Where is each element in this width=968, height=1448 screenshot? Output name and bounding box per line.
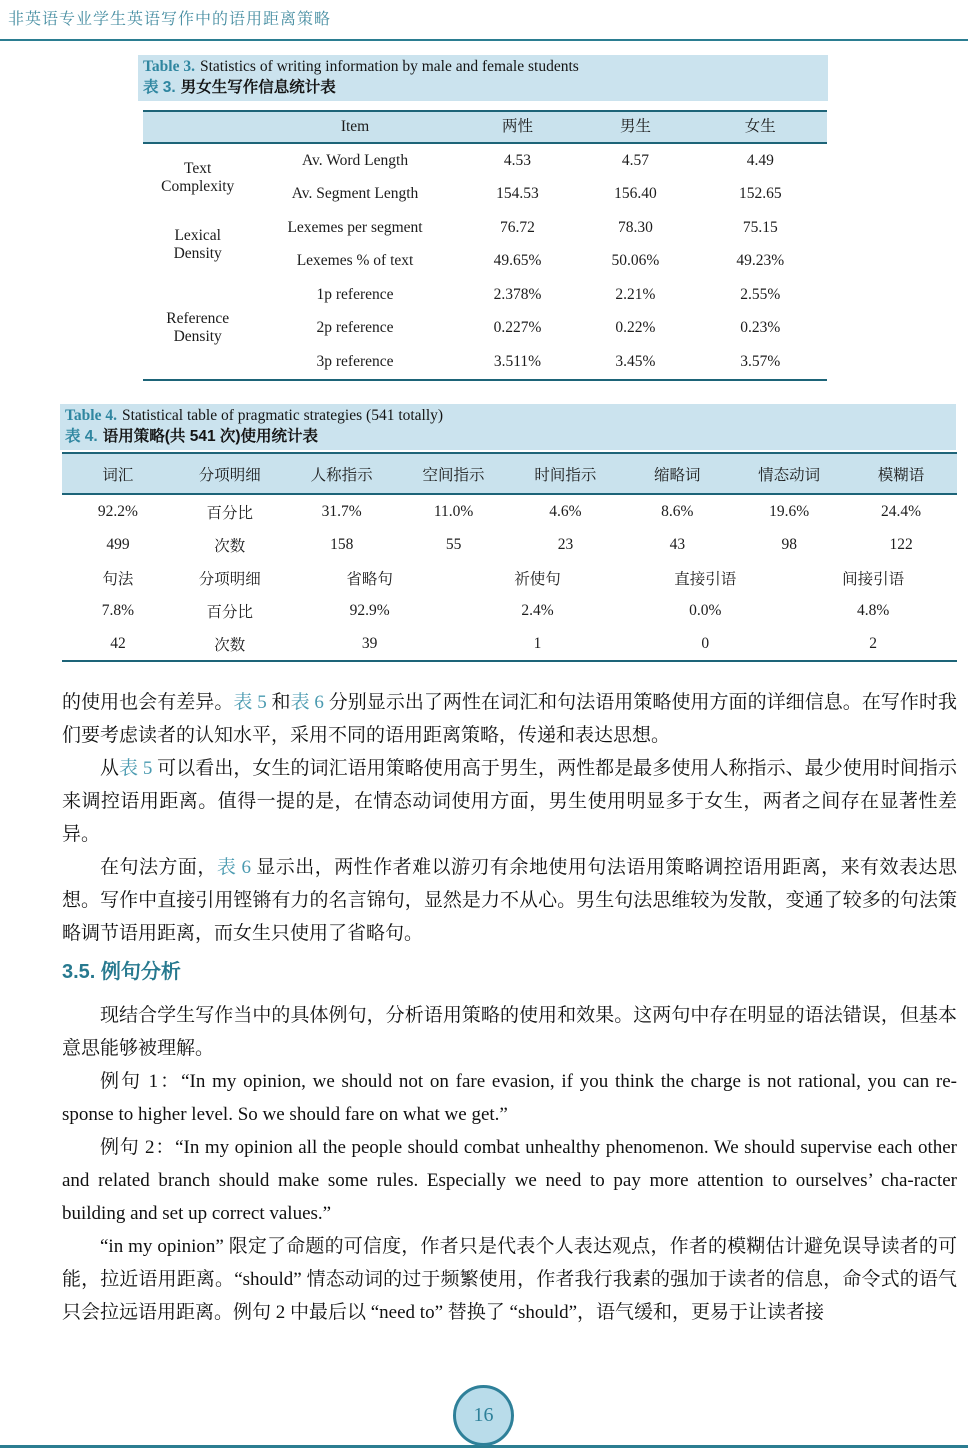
- table4-cell: 2: [869, 634, 877, 652]
- table4-row: [62, 495, 957, 528]
- table4-cell: 2.4%: [521, 601, 554, 619]
- table-reference-link[interactable]: 表 5: [233, 692, 267, 713]
- paragraph: [62, 851, 957, 950]
- table4-caption-label-zh: 表 4.: [65, 428, 98, 445]
- table3-value-cell: 0.23%: [740, 319, 781, 337]
- table3-header-cell: Item: [340, 118, 370, 135]
- table4-cell: 4.6%: [549, 502, 582, 520]
- table3-caption-label-en: Table 3.: [143, 58, 195, 75]
- table3-value-cell: 49.65%: [493, 252, 542, 270]
- table4-cell: 直接引语: [674, 570, 737, 588]
- table3-item-cell: 3p reference: [316, 352, 394, 370]
- table4-row: [62, 594, 957, 627]
- text-segment: 和: [266, 692, 291, 713]
- table4-cell: 92.9%: [349, 601, 390, 619]
- table4-header-cell: 缩略词: [654, 466, 701, 484]
- table4-cell: 24.4%: [881, 502, 922, 520]
- table3-caption-zh: [143, 78, 824, 98]
- table3-header-row: [143, 110, 827, 144]
- text-segment: “in my opinion” 限定了命题的可信度，作者只是代表个人表达观点，作者的模糊估计避免误导读者的可能，拉近语用距离。“should” 情态动词的过于频繁使用，作者我行我素的强加于读者的信息，命令式的语气只会拉远语用距离。例句 2 中最后以 “need to” 替换了 “should”，语气缓和，更易于让读者接: [62, 1236, 957, 1323]
- table4-caption-en: [65, 406, 952, 426]
- table3-caption-text-en: Statistics of writing information by male and female students: [199, 58, 579, 75]
- table3-item-cell: Lexemes per segment: [287, 218, 423, 236]
- table3-body: [143, 144, 827, 381]
- table4-header-cell: 模糊语: [877, 466, 925, 484]
- table3-value-cell: 75.15: [742, 218, 778, 236]
- text-segment: 从: [100, 758, 120, 779]
- table4-caption-text-zh: 语用策略(共 541 次)使用统计表: [102, 428, 319, 445]
- table4-cell: 百分比: [206, 603, 254, 621]
- text-segment: 在句法方面，: [100, 857, 217, 878]
- table3-header-cell: 两性: [501, 118, 533, 135]
- table3-item-cell: Av. Segment Length: [291, 185, 419, 203]
- table3-value-cell: 3.511%: [493, 352, 542, 370]
- text-segment: 现结合学生写作当中的具体例句，分析语用策略的使用和效果。这两句中存在明显的语法错误，但基本意思能够被理解。: [62, 1005, 957, 1059]
- table3-item-cell: Lexemes % of text: [296, 252, 414, 270]
- table-reference-link[interactable]: 表 5: [119, 758, 153, 779]
- table4-caption-label-en: Table 4.: [65, 407, 117, 424]
- text-segment: 显示出，两性作者难以游刃有余地使用句法语用策略调控语用距离，来有效表达思想。写作中直接引用铿锵有力的名言锦句，显然是力不从心。男生句法思维较为发散，变通了较多的句法策略调节语用距离，而女生只使用了省略句。: [62, 857, 957, 944]
- table4-cell: 8.6%: [661, 502, 694, 520]
- table4-row: [62, 528, 957, 561]
- table3-group-label: Reference Density: [166, 310, 230, 346]
- table3-header-cell: [143, 112, 252, 142]
- table4-cell: 0.0%: [689, 601, 722, 619]
- table3-value-cell: 49.23%: [736, 252, 785, 270]
- table3-value-cell: 3.57%: [740, 352, 781, 370]
- table4-header-cell: 人称指示: [310, 466, 373, 484]
- text-segment: 例句 1：“In my opinion, we should not on fare evasion, if you think the charge is not rational, you can re-sponse to higher level. So we should fare on what we get.”: [62, 1071, 957, 1125]
- table4-cell: 句法: [102, 570, 134, 588]
- table4-cell: 98: [781, 535, 797, 553]
- page-number: 16: [473, 1404, 494, 1426]
- running-head: 非英语专业学生英语写作中的语用距离策略: [8, 11, 332, 28]
- table4-cell: 31.7%: [321, 502, 362, 520]
- table-reference-link[interactable]: 表 6: [290, 692, 324, 713]
- paragraphs-before: [62, 686, 957, 950]
- text-segment: 可以看出，女生的词汇语用策略使用高于男生，两性都是最多使用人称指示、最少使用时间指示来调控语用距离。值得一提的是，在情态动词使用方面，男生使用明显多于女生，两者之间存在显著性差异。: [62, 758, 957, 845]
- table3-caption-label-zh: 表 3.: [143, 79, 176, 96]
- table4: [62, 452, 957, 662]
- table3-group-label: Text Complexity: [161, 159, 235, 195]
- table4-cell: 次数: [214, 636, 246, 654]
- table4-cell: 次数: [214, 537, 246, 555]
- table4-cell: 1: [533, 634, 542, 652]
- table3-value-cell: 78.30: [618, 218, 653, 236]
- table4-cell: 11.0%: [433, 502, 474, 520]
- table3-value-cell: 4.49: [746, 151, 774, 169]
- table4-header-cell: 分项明细: [198, 466, 261, 484]
- table3-value-cell: 4.57: [621, 151, 649, 169]
- table4-caption: [60, 404, 956, 450]
- table3-caption-en: [143, 57, 824, 77]
- table4-header-cell: 时间指示: [534, 466, 597, 484]
- table4-cell: 间接引语: [842, 570, 905, 588]
- table3-value-cell: 4.53: [503, 151, 532, 169]
- table3-item-cell: 1p reference: [316, 285, 394, 303]
- table3-caption: [138, 55, 828, 101]
- table4-caption-zh: [65, 427, 952, 447]
- table3-value-cell: 50.06%: [611, 252, 660, 270]
- table3-header-cell: 男生: [619, 118, 651, 135]
- table4-cell: 499: [106, 535, 130, 553]
- table4-cell: 55: [445, 535, 462, 553]
- table3-value-cell: 154.53: [496, 185, 539, 203]
- table4-cell: 19.6%: [769, 502, 810, 520]
- table4-row: [62, 561, 957, 594]
- table3-value-cell: 152.65: [738, 185, 782, 203]
- table3-item-cell: 2p reference: [316, 319, 394, 337]
- header-rule: [0, 39, 968, 41]
- text-segment: 分别显示出了两性在词汇和句法语用策略使用方面的详细信息。在写作时我们要考虑读者的认知水平，采用不同的语用距离策略，传递和表达思想。: [62, 692, 957, 746]
- table4-header-cell: 空间指示: [422, 466, 485, 484]
- section-heading: 3.5. 例句分析: [62, 961, 181, 983]
- text-segment: 例句 2：“In my opinion all the people should combat unhealthy phenomenon. We should supervise each other and related branch should make some rules. Especially we need to pay more attention to ourselves’ cha-racter building and set up correct values.”: [62, 1137, 957, 1224]
- table4-cell: 39: [361, 634, 378, 652]
- table4-cell: 43: [669, 535, 686, 553]
- table3-value-cell: 3.45%: [615, 352, 656, 370]
- table4-cell: 祈使句: [514, 570, 561, 588]
- body-text: [62, 686, 957, 1329]
- table4-row: [62, 627, 957, 660]
- page-number-badge: [453, 1385, 514, 1446]
- table4-body: [62, 495, 957, 662]
- paragraph: [62, 1230, 957, 1329]
- text-segment: 的使用也会有差异。: [62, 692, 234, 713]
- table4-header-cell: 词汇: [102, 466, 134, 484]
- table4-cell: 23: [557, 535, 574, 553]
- table3: [143, 110, 827, 381]
- table3-value-cell: 156.40: [614, 185, 657, 203]
- table4-cell: 4.8%: [856, 601, 890, 619]
- paragraph: [62, 752, 957, 851]
- table3-header-cell: 女生: [744, 118, 776, 135]
- table3-value-cell: 2.55%: [740, 285, 781, 303]
- table3-value-cell: 2.21%: [615, 285, 656, 303]
- table3-group-label: Lexical Density: [173, 226, 222, 262]
- table4-cell: 分项明细: [198, 570, 261, 588]
- table3-value-cell: 0.22%: [615, 319, 656, 337]
- table4-cell: 42: [110, 634, 126, 652]
- table4-cell: 百分比: [206, 504, 254, 522]
- table4-header-cell: 情态动词: [758, 466, 821, 484]
- table4-cell: 0: [701, 634, 710, 652]
- table4-cell: 158: [330, 535, 354, 553]
- table4-cell: 122: [889, 535, 913, 553]
- paragraph: [62, 686, 957, 752]
- table4-header-row: [62, 452, 957, 495]
- table4-cell: 省略句: [346, 570, 393, 588]
- table4-cell: 92.2%: [97, 502, 138, 520]
- paragraph: [62, 1065, 957, 1131]
- paragraphs-after: [62, 999, 957, 1329]
- table4-cell: 7.8%: [101, 601, 135, 619]
- table3-value-cell: 0.227%: [493, 319, 542, 337]
- table-reference-link[interactable]: 表 6: [216, 857, 252, 878]
- table3-item-cell: Av. Word Length: [301, 151, 409, 169]
- table3-caption-text-zh: 男女生写作信息统计表: [180, 79, 336, 96]
- paragraph: [62, 1131, 957, 1230]
- table3-value-cell: 2.378%: [493, 285, 542, 303]
- table4-caption-text-en: Statistical table of pragmatic strategies (541 totally): [121, 407, 444, 424]
- paragraph: [62, 999, 957, 1065]
- table3-value-cell: 76.72: [500, 218, 535, 236]
